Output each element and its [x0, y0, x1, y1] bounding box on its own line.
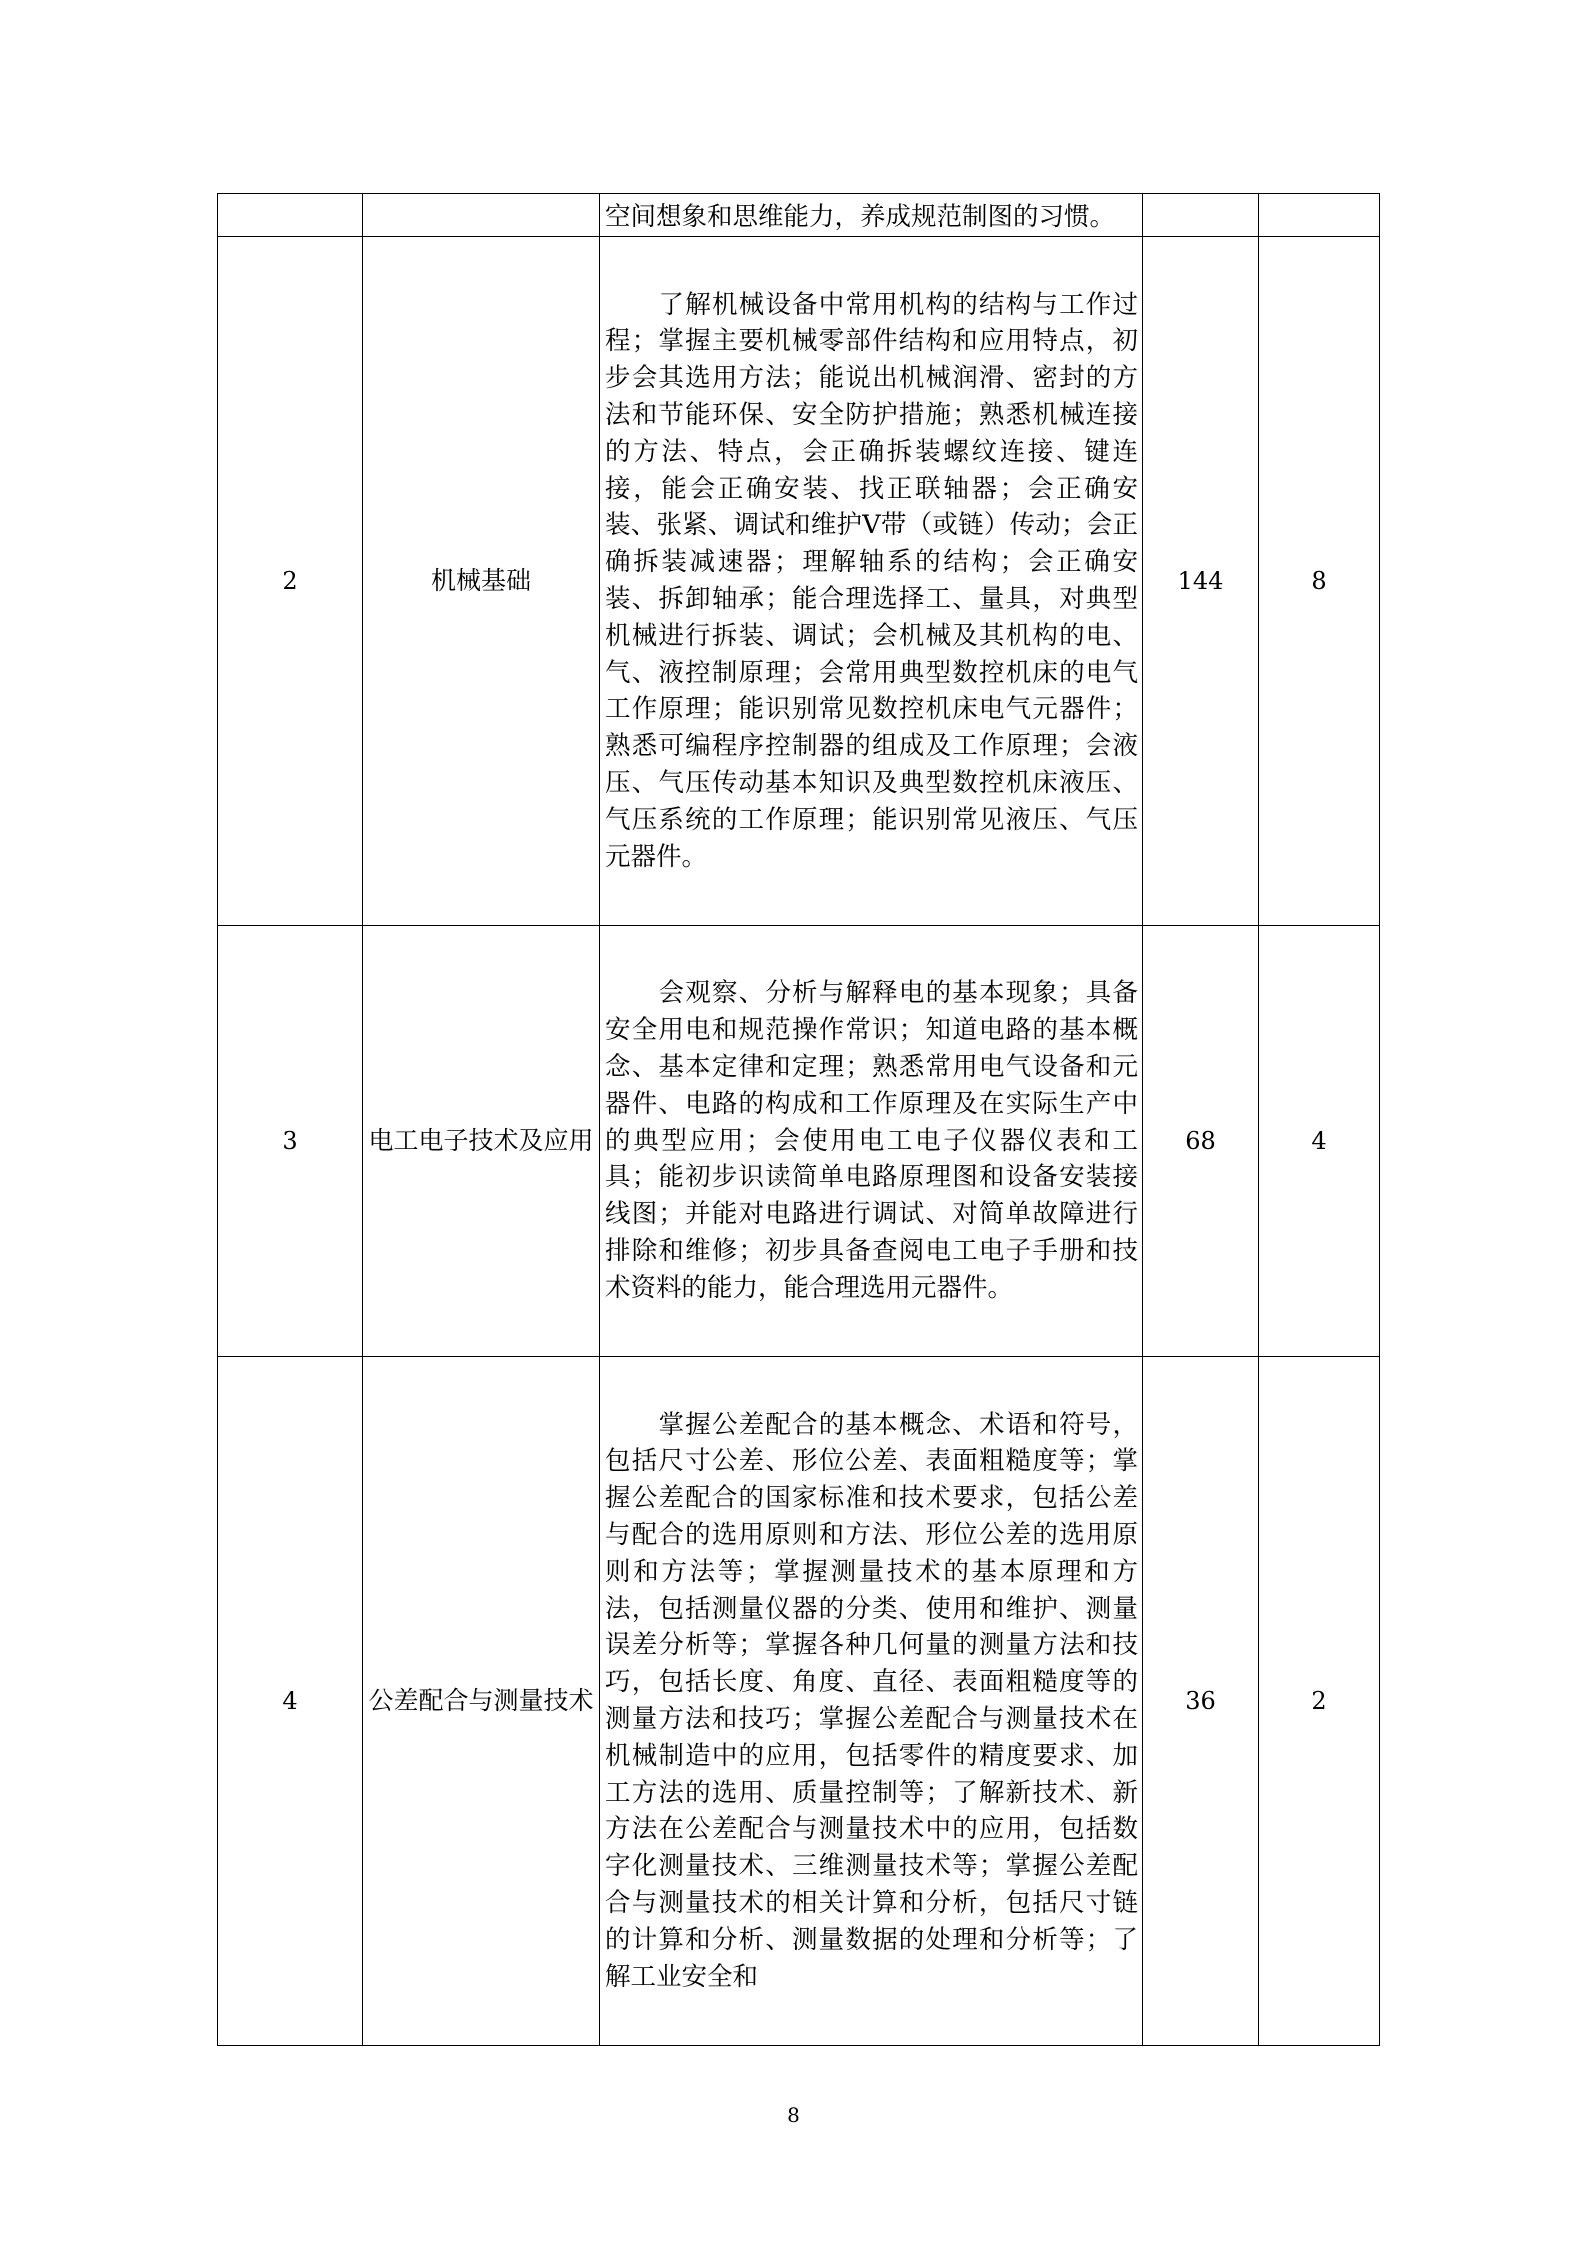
course-description-text: 空间想象和思维能力，养成规范制图的习惯。 [605, 201, 1116, 232]
course-name-cell: 机械基础 [363, 237, 600, 926]
course-number-cell [218, 194, 363, 237]
course-credits-cell: 2 [1259, 1357, 1380, 2046]
course-number-cell: 4 [218, 1357, 363, 2046]
course-description-cell [600, 926, 1143, 1357]
course-hours-cell: 36 [1143, 1357, 1259, 2046]
course-number-cell: 3 [218, 926, 363, 1357]
course-hours-cell [1143, 194, 1259, 237]
page-number: 8 [787, 2103, 800, 2127]
table-row-continuation [218, 194, 1380, 237]
course-description-cell [600, 1357, 1143, 2046]
course-credits-cell: 8 [1259, 237, 1380, 926]
course-name-cell: 公差配合与测量技术 [363, 1357, 600, 2046]
course-hours-cell: 68 [1143, 926, 1259, 1357]
course-credits-cell [1259, 194, 1380, 237]
course-name-cell [363, 194, 600, 237]
table-row [218, 926, 1380, 1357]
course-name-cell: 电工电子技术及应用 [363, 926, 600, 1357]
course-hours-cell: 144 [1143, 237, 1259, 926]
course-description-text: 掌握公差配合的基本概念、术语和符号，包括尺寸公差、形位公差、表面粗糙度等；掌握公差配合的国家标准和技术要求，包括公差与配合的选用原则和方法、形位公差的选用原则和方法等；掌握测量技术的基本原理和方法，包括测量仪器的分类、使用和维护、测量误差分析等；掌握各种几何量的测量方法和技巧，包括长度、角度、直径、表面粗糙度等的测量方法和技巧；掌握公差配合与测量技术在机械制造中的应用，包括零件的精度要求、加工方法的选用、质量控制等；了解新技术、新方法在公差配合与测量技术中的应用，包括数字化测量技术、三维测量技术等；掌握公差配合与测量技术的相关计算和分析，包括尺寸链的计算和分析、测量数据的处理和分析等；了解工业安全和 [605, 1409, 1138, 1992]
course-credits-cell: 4 [1259, 926, 1380, 1357]
course-description-cell [600, 237, 1143, 926]
table-row [218, 237, 1380, 926]
course-description-text: 会观察、分析与解释电的基本现象；具备安全用电和规范操作常识；知道电路的基本概念、基本定律和定理；熟悉常用电气设备和元器件、电路的构成和工作原理及在实际生产中的典型应用；会使用电工电子仪器仪表和工具；能初步识读简单电路原理图和设备安装接线图；并能对电路进行调试、对简单故障进行排除和维修；初步具备查阅电工电子手册和技术资料的能力，能合理选用元器件。 [605, 978, 1138, 1303]
course-description-cell [600, 194, 1143, 237]
course-number-cell: 2 [218, 237, 363, 926]
course-table [217, 193, 1380, 2046]
table-row [218, 1357, 1380, 2046]
course-description-text: 了解机械设备中常用机构的结构与工作过程；掌握主要机械零部件结构和应用特点，初步会其选用方法；能说出机械润滑、密封的方法和节能环保、安全防护措施；熟悉机械连接的方法、特点，会正确拆装螺纹连接、键连接，能会正确安装、找正联轴器；会正确安装、张紧、调试和维护V带（或链）传动；会正确拆装减速器；理解轴系的结构；会正确安装、拆卸轴承；能合理选择工、量具，对典型机械进行拆装、调试；会机械及其机构的电、气、液控制原理；会常用典型数控机床的电气工作原理；能识别常见数控机床电气元器件；熟悉可编程序控制器的组成及工作原理；会液压、气压传动基本知识及典型数控机床液压、气压系统的工作原理；能识别常见液压、气压元器件。 [605, 289, 1138, 872]
